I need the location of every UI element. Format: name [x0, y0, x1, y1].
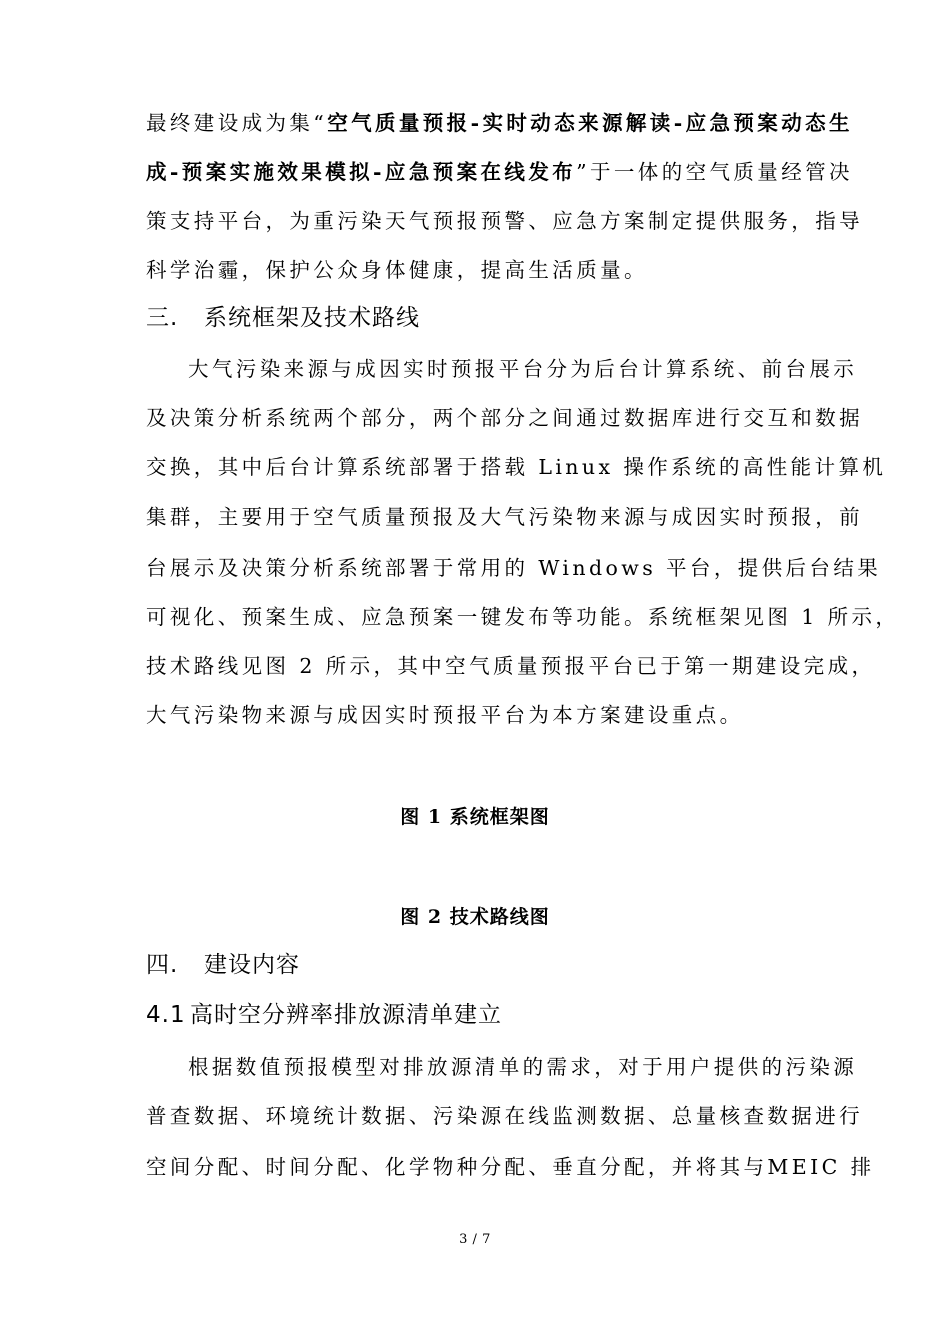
paragraph-line: 根据数值预报模型对排放源清单的需求，对于用户提供的污染源	[188, 1055, 858, 1079]
paragraph-line: 台展示及决策分析系统部署于常用的 Windows 平台，提供后台结果	[146, 556, 882, 580]
paragraph-line: 策支持平台，为重污染天气预报预警、应急方案制定提供服务，指导	[146, 209, 863, 233]
bold-text-run: 成-预案实施效果模拟-应急预案在线发布	[146, 160, 577, 184]
paragraph-line: 科学治霾，保护公众身体健康，提高生活质量。	[146, 258, 648, 282]
text-run: 最终建设成为集“	[146, 111, 328, 135]
section-heading	[146, 303, 420, 333]
section-number: 四.	[146, 952, 179, 978]
paragraph-line: 空间分配、时间分配、化学物种分配、垂直分配，并将其与MEIC 排	[146, 1155, 875, 1179]
section-heading	[146, 950, 300, 980]
paragraph-line: 及决策分析系统两个部分，两个部分之间通过数据库进行交互和数据	[146, 406, 863, 430]
section-title: 建设内容	[204, 952, 300, 978]
section-title: 系统框架及技术路线	[204, 305, 420, 331]
paragraph-line: 普查数据、环境统计数据、污染源在线监测数据、总量核查数据进行	[146, 1104, 863, 1128]
figure-caption: 图 2 技术路线图	[400, 906, 550, 928]
paragraph-line: 大气污染物来源与成因实时预报平台为本方案建设重点。	[146, 703, 744, 727]
paragraph-line	[146, 158, 853, 186]
text-run: ”于一体的空气质量经管决	[576, 160, 853, 184]
subsection-heading	[146, 1000, 502, 1030]
figure-caption: 图 1 系统框架图	[400, 806, 550, 828]
paragraph-line: 可视化、预案生成、应急预案一键发布等功能。系统框架见图 1 所示，	[146, 605, 900, 629]
section-number: 三.	[146, 305, 179, 331]
paragraph-line: 交换，其中后台计算系统部署于搭载 Linux 操作系统的高性能计算机	[146, 455, 887, 479]
page-number: 3 / 7	[459, 1232, 491, 1247]
subsection-title: 高时空分辨率排放源清单建立	[190, 1002, 502, 1028]
subsection-number: 4.1	[146, 1002, 186, 1028]
paragraph-line	[146, 109, 853, 137]
paragraph-line: 集群，主要用于空气质量预报及大气污染物来源与成因实时预报，前	[146, 505, 863, 529]
paragraph-line: 大气污染来源与成因实时预报平台分为后台计算系统、前台展示	[188, 357, 858, 381]
bold-text-run: 空气质量预报-实时动态来源解读-应急预案动态生	[327, 111, 853, 135]
paragraph-line: 技术路线见图 2 所示，其中空气质量预报平台已于第一期建设完成，	[146, 654, 876, 678]
